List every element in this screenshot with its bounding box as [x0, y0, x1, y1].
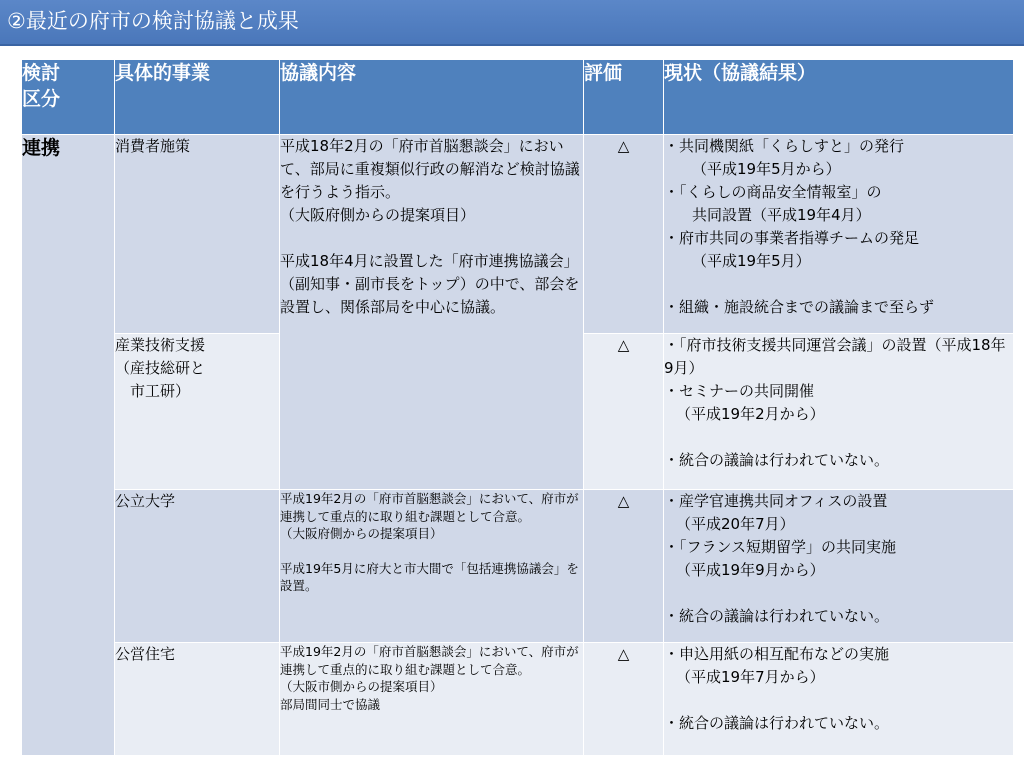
- status-cell: ・申込用紙の相互配布などの実施 （平成19年7月から） ・統合の議論は行われていない。: [664, 643, 1014, 756]
- content-cell: 平成19年2月の「府市首脳懇談会」において、府市が連携して重点的に取り組む課題として合意。 （大阪市側からの提案項目） 部局間同士で協議: [280, 643, 584, 756]
- project-cell: 産業技術支援 （産技総研と 市工研）: [115, 334, 280, 490]
- merged-content-cell: 平成18年2月の「府市首脳懇談会」において、部局に重複類似行政の解消など検討協議を行うよう指示。 （大阪府側からの提案項目） 平成18年4月に設置した「府市連携協議会」（副知事・副市長をトップ）の中で、部会を設置し、関係部局を中心に協議。: [280, 135, 584, 490]
- title-bar: [0, 0, 1024, 46]
- table-row: [22, 135, 1014, 334]
- status-cell: ・共同機関紙「くらしすと」の発行 （平成19年5月から） ・「くらしの商品安全情報室」の 共同設置（平成19年4月） ・府市共同の事業者指導チームの発足 （平成19年5月） ・組織・施設統合までの議論まで至らず: [664, 135, 1014, 334]
- table-row: [22, 643, 1014, 756]
- project-cell: 公営住宅: [115, 643, 280, 756]
- page-title: ②最近の府市の検討協議と成果: [7, 9, 299, 33]
- evaluation-cell: △: [584, 643, 664, 756]
- status-cell: ・「府市技術支援共同運営会議」の設置（平成18年9月） ・セミナーの共同開催 （平成19年2月から） ・統合の議論は行われていない。: [664, 334, 1014, 490]
- table-row: [22, 490, 1014, 643]
- category-cell: 連携: [22, 135, 115, 756]
- content-cell: 平成19年2月の「府市首脳懇談会」において、府市が連携して重点的に取り組む課題として合意。 （大阪府側からの提案項目） 平成19年5月に府大と市大間で「包括連携協議会」を設置。: [280, 490, 584, 643]
- header-category: 検討区分: [22, 60, 115, 135]
- header-project: 具体的事業: [115, 60, 280, 135]
- evaluation-cell: △: [584, 334, 664, 490]
- table-header-row: [22, 60, 1014, 135]
- project-cell: 公立大学: [115, 490, 280, 643]
- status-cell: ・産学官連携共同オフィスの設置 （平成20年7月） ・「フランス短期留学」の共同実施 （平成19年9月から） ・統合の議論は行われていない。: [664, 490, 1014, 643]
- project-cell: 消費者施策: [115, 135, 280, 334]
- header-status: 現状（協議結果）: [664, 60, 1014, 135]
- consultation-table: [21, 59, 1014, 756]
- header-evaluation: 評価: [584, 60, 664, 135]
- evaluation-cell: △: [584, 135, 664, 334]
- evaluation-cell: △: [584, 490, 664, 643]
- header-content: 協議内容: [280, 60, 584, 135]
